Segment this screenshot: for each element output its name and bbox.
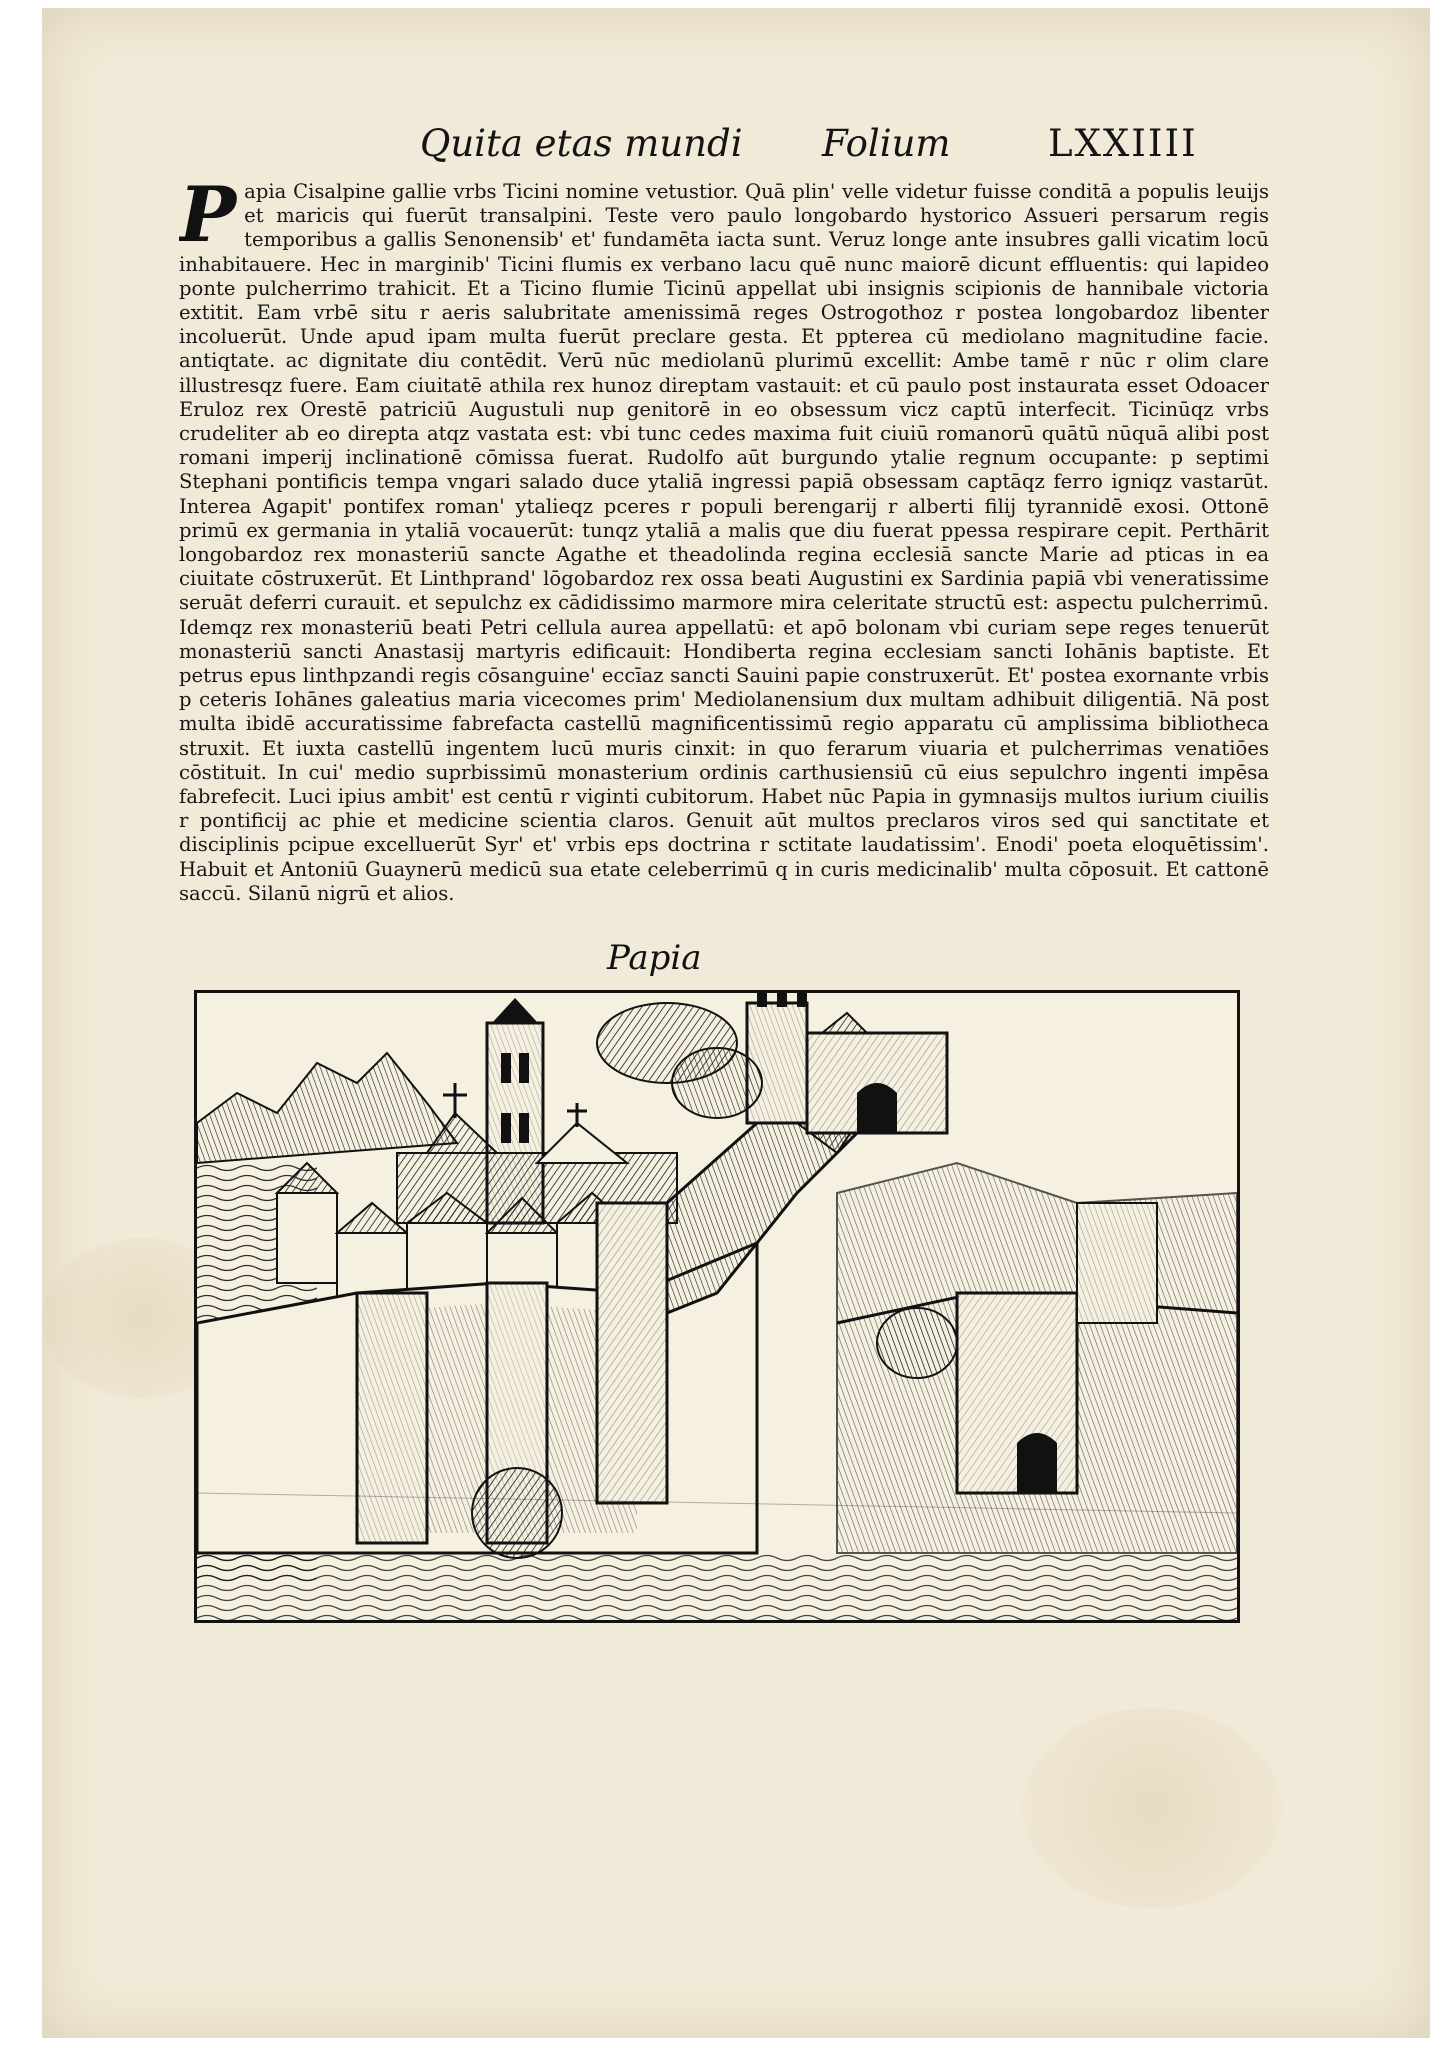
paragraph	[179, 180, 1269, 906]
paper-stain	[1022, 1708, 1282, 1908]
folium-number: LXXIIII	[1048, 122, 1198, 165]
illustration-caption: Papia	[607, 938, 702, 978]
woodcut-illustration	[194, 990, 1240, 1623]
woodcut-cityscape-icon	[197, 993, 1237, 1620]
running-header	[42, 112, 1430, 172]
paragraph-text: apia Cisalpine gallie vrbs Ticini nomine vetustior. Quā plin' velle videtur fuisse conditā a populis leuijs et maricis qui fuerūt transalpini. Teste vero paulo longobardo hystorico Assueri persarum regis temporibus a gallis Senonensib' et' fundamēta iacta sunt. Veruz longe ante insubres galli vicatim locū inhabitauere. Hec in marginib' Ticini flumis ex verbano lacu quē nunc maiorē dicunt effluentis: qui lapideo ponte pulcherrimo trahicit. Et a Ticino flumie Ticinū appellat ubi insignis scipionis de hannibale victoria extitit. Eam vrbē situ r aeris salubritate amenissimā reges Ostrogothoz r postea longobardoz libenter incoluerūt. Unde apud ipam multa fuerūt preclare gesta. Et ppterea cū mediolano magnitudine facie. antiqtate. ac dignitate diu contēdit. Verū nūc mediolanū plurimū excellit: Ambe tamē r nūc r olim clare illustresqz fuere. Eam ciuitatē athila rex hunoz direptam vastauit: et cū paulo post instaurata esset Odoacer Eruloz rex Orestē patriciū Augustuli nup genitorē in eo obsessum vicz captū interfecit. Ticinūqz vrbs crudeliter ab eo direpta atqz vastata est: vbi tunc cedes maxima fuit ciuiū romanorū quātū nūquā alibi post romani imperij inclinationē cōmissa fuerat. Rudolfo aūt burgundo ytalie regnum occupante: p septimi Stephani pontificis tempa vngari salado duce ytaliā ingressi papiā obsessam captāqz ferro igniqz vastarūt. Interea Agapit' pontifex roman' ytalieqz pceres r populi berengarij r alberti filij tyrannidē exosi. Ottonē primū ex germania in ytaliā vocauerūt: tunqz ytaliā a malis que diu fuerat ppessa respirare cepit. Perthārit longobardoz rex monasteriū sancte Agathe et theadolinda regina ecclesiā sancte Marie ad pticas in ea ciuitate cōstruxerūt. Et Linthprand' lōgobardoz rex ossa beati Augustini ex Sardinia papiā vbi veneratissime seruāt deferri curauit. et sepulchz ex cādidissimo marmore mira celeritate structū est: aspectu pulcherrimū. Idemqz rex monasteriū beati Petri cellula aurea appellatū: et apō bolonam vbi curiam sepe reges tenuerūt monasteriū sancti Anastasij martyris edificauit: Hondiberta regina ecclesiam sancti Iohānis baptiste. Et petrus epus linthpzandi regis cōsanguine' eccīaz sancti Sauini papie construxerūt. Et' postea exornante vrbis p ceteris Iohānes galeatius maria vicecomes prim' Mediolanensium dux multam adhibuit diligentiā. Nā post multa ibidē accuratissime fabrefacta castellū magnificentissimū regio apparatu cū amplissima bibliotheca struxit. Et iuxta castellū ingentem lucū muris cinxit: in quo ferarum viuaria et pulcherrimas venatiōes cōstituit. In cui' medio suprbissimū monasterium ordinis carthusiensiū cū eius sepulchro ingenti impēsa fabrefecit. Luci ipius ambit' est centū r viginti cubitorum. Habet nūc Papia in gymnasijs multos iurium ciuilis r pontificij ac phie et medicine scientia claros. Genuit aūt multos preclaros viros sed qui sanctitate et disciplinis pcipue excelluerūt Syr' et' vrbis eps doctrina r sctitate laudatissim'. Enodi' poeta eloquētissim'. Habuit et Antoniū Guaynerū medicū sua etate celeberrimū q in curis medicinalib' multa cōposuit. Et cattonē saccū. Silanū nigrū et alios.	[179, 180, 1269, 905]
decorated-initial: P	[179, 180, 237, 259]
folium-label: Folium	[822, 122, 951, 165]
paper-leaf	[42, 8, 1430, 2038]
main-text-block	[179, 180, 1269, 930]
section-title: Quita etas mundi	[420, 122, 743, 165]
